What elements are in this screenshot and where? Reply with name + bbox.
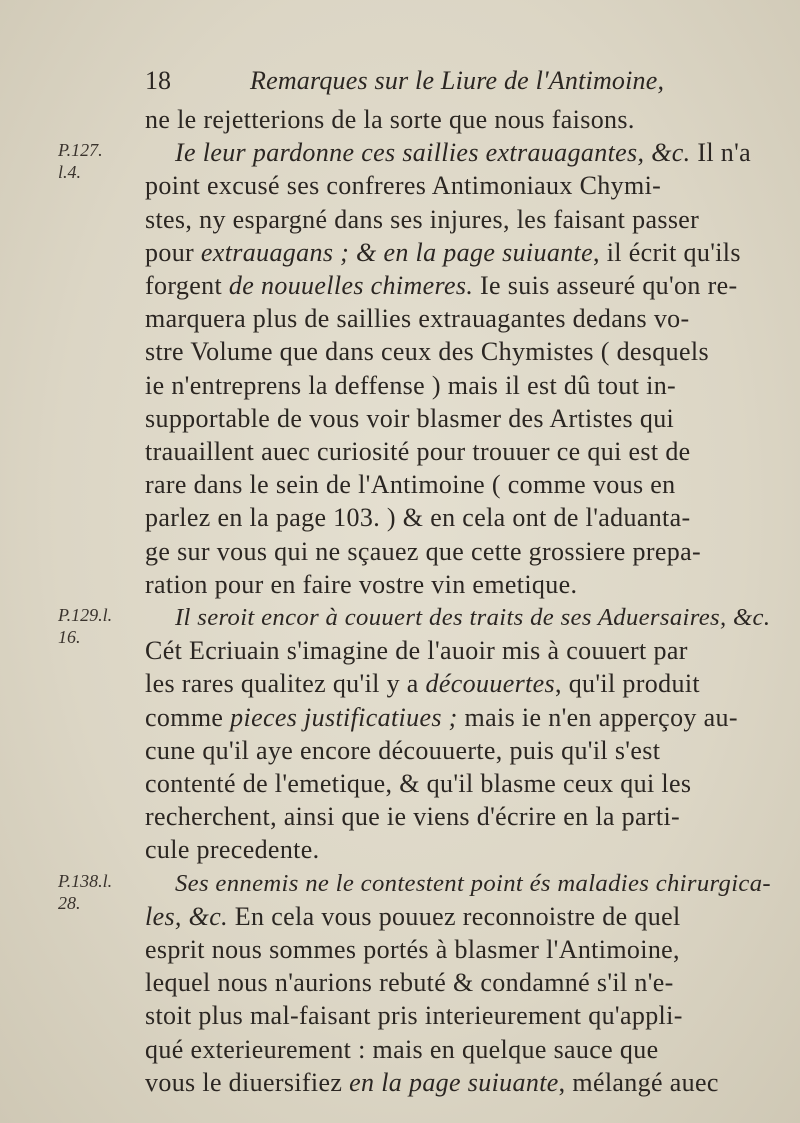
text-line: point excusé ses confreres Antimoniaux Chymi- (145, 171, 662, 201)
text-line: vous le diuersifiez en la page suiuante, mélangé auec (145, 1067, 719, 1097)
text-line: recherchent, ainsi que ie viens d'écrire en la parti- (145, 802, 681, 832)
text-line: cule precedente. (145, 835, 320, 865)
text-line: rare dans le sein de l'Antimoine ( comme vous en (145, 470, 676, 500)
text-line: comme pieces justificatiues ; mais ie n'en apperçoy au- (145, 702, 738, 732)
text-line: parlez en la page 103. ) & en cela ont de l'aduanta- (145, 503, 691, 533)
margin-note: P.129.l. 16. (58, 605, 113, 647)
text-line: pour extrauagans ; & en la page suiuante, il écrit qu'ils (145, 237, 741, 267)
text-line: ration pour en faire vostre vin emetique. (145, 569, 578, 599)
text-line: supportable de vous voir blasmer des Artistes qui (145, 403, 675, 433)
text-line: cune qu'il aye encore découuerte, puis qu'il s'est (145, 735, 661, 765)
margin-note: P.127. l.4. (58, 140, 103, 183)
page-number: 18 (145, 66, 171, 95)
text-line: Il seroit encor à couuert des traits de ses Aduersaires, &c. (175, 604, 771, 631)
text-line: marquera plus de saillies extrauagantes dedans vo- (145, 304, 690, 334)
text-line: lequel nous n'aurions rebuté & condamné s'il n'e- (145, 968, 674, 998)
margin-note: P.138.l. 28. (58, 870, 113, 913)
text-line: les rares qualitez qu'il y a découuertes, qu'il produit (145, 669, 700, 699)
running-header (145, 66, 665, 100)
text-line: esprit nous sommes portés à blasmer l'Antimoine, (145, 935, 680, 964)
running-title: Remarques sur le Liure de l'Antimoine, (250, 66, 665, 95)
text-line: les, &c. En cela vous pouuez reconnoistre de quel (145, 901, 681, 931)
text-line: forgent de nouuelles chimeres. Ie suis asseuré qu'on re- (145, 271, 738, 300)
text-line: Ses ennemis ne le contestent point és maladies chirurgica- (175, 869, 771, 897)
text-line: stoit plus mal-faisant pris interieurement qu'appli- (145, 1001, 683, 1031)
text-line: contenté de l'emetique, & qu'il blasme ceux qui les (145, 769, 692, 798)
text-line: Ie leur pardonne ces saillies extrauagantes, &c. Il n'a (175, 138, 752, 168)
text-line: ge sur vous qui ne sçauez que cette grossiere prepa- (145, 536, 702, 566)
text-line: trauaillent auec curiosité pour trouuer ce qui est de (145, 437, 691, 466)
text-line: ne le rejetterions de la sorte que nous faisons. (145, 105, 635, 134)
text-line: stre Volume que dans ceux des Chymistes ( desquels (145, 337, 709, 367)
text-line: qué exterieurement : mais en quelque sauce que (145, 1034, 659, 1064)
text-line: stes, ny espargné dans ses injures, les faisant passer (145, 204, 700, 234)
text-line: ie n'entreprens la deffense ) mais il est dû tout in- (145, 370, 677, 400)
text-line: Cét Ecriuain s'imagine de l'auoir mis à couuert par (145, 636, 688, 666)
